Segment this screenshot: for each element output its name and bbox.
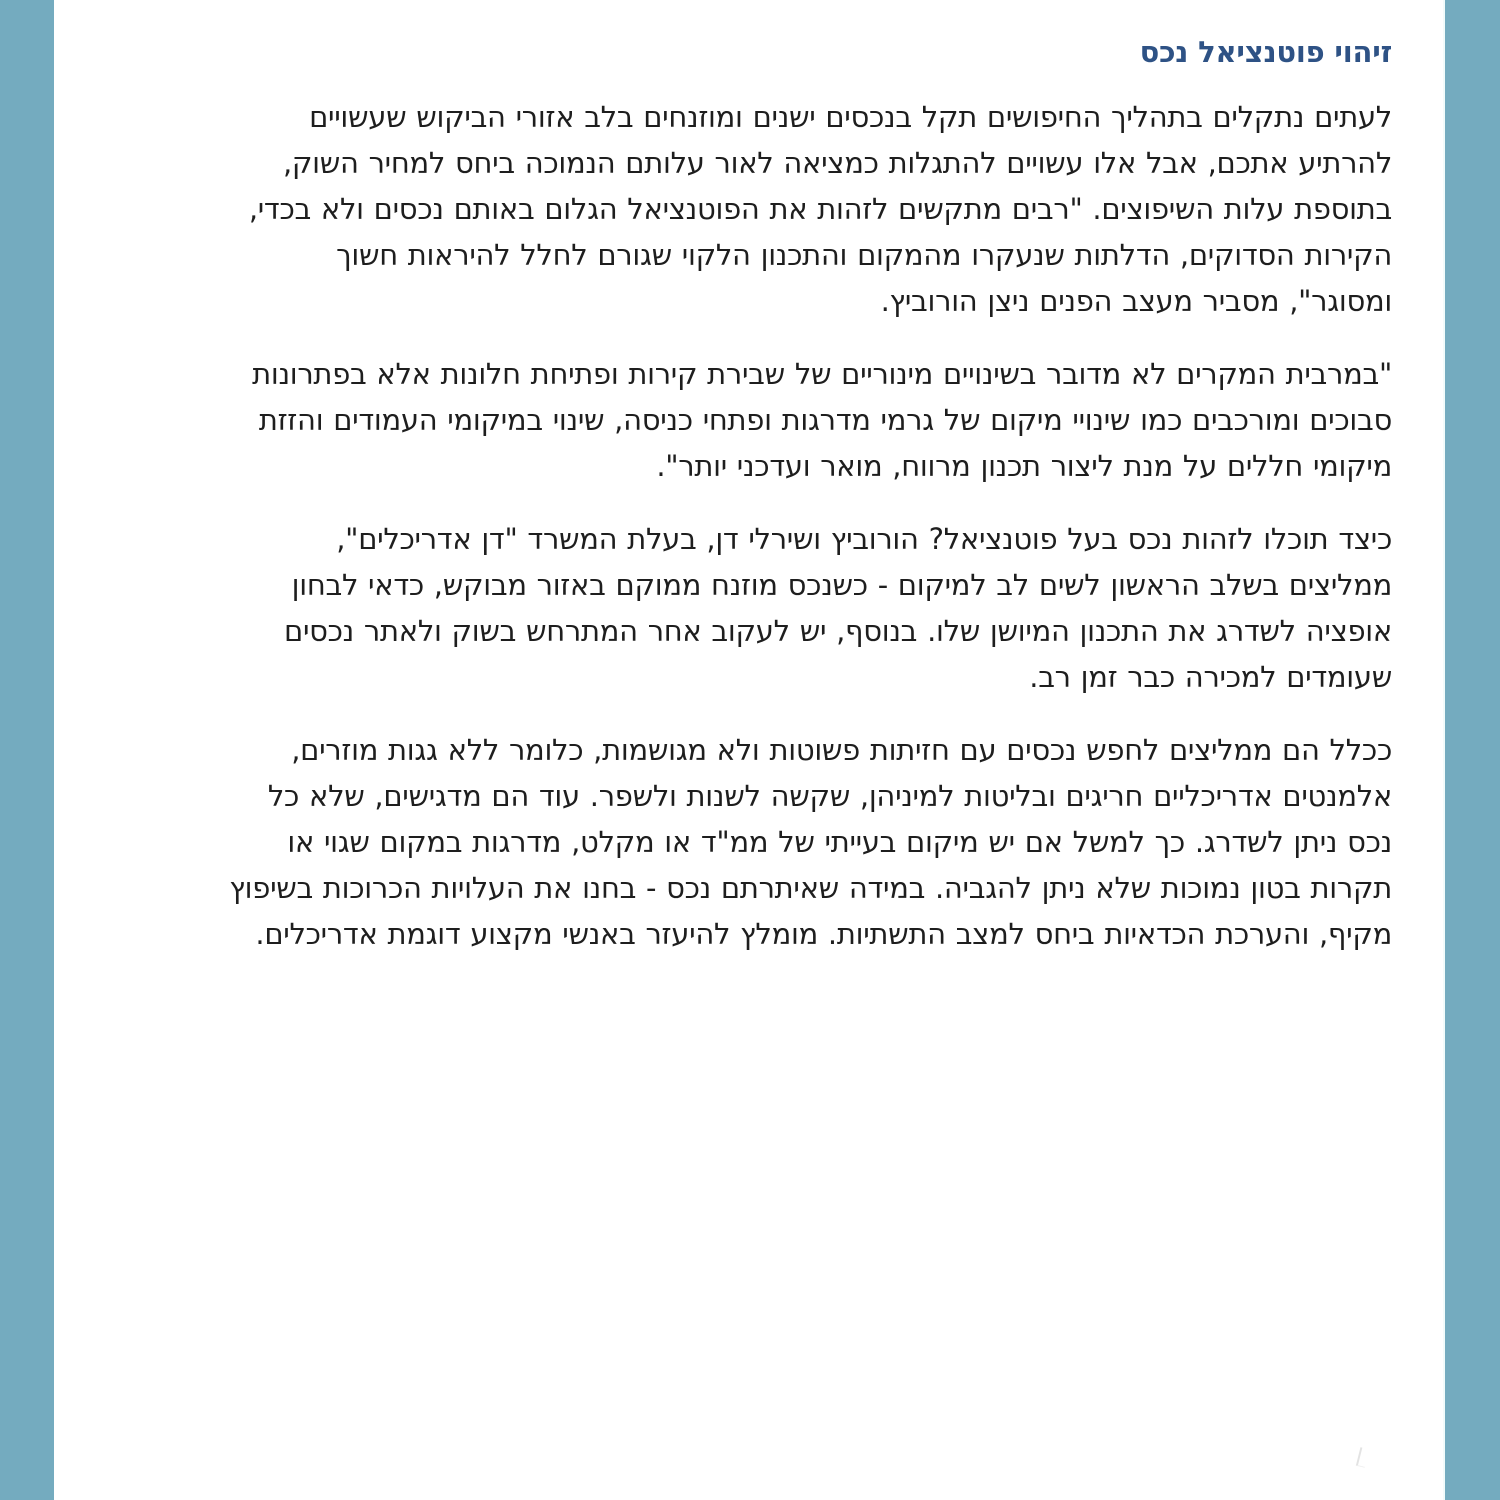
scan-artifact: [1356, 1447, 1369, 1468]
right-teal-border: [1443, 0, 1500, 1500]
paragraph: "במרבית המקרים לא מדובר בשינויים מינוריים של שבירת קירות ופתיחת חלונות אלא בפתרונות סבוכים ומורכבים כמו שינויי מיקום של גרמי מדרגות ופתחי כניסה, שינוי במיקומי העמודים והזזת מיקומי חללים על מנת ליצור תכנון מרווח, מואר ועדכני יותר".: [252, 357, 1392, 483]
article-heading: זיהוי פוטנציאל נכס: [1139, 35, 1392, 69]
article-body: [228, 34, 1392, 984]
left-teal-border: [0, 0, 54, 1500]
paragraph: ככלל הם ממליצים לחפש נכסים עם חזיתות פשוטות ולא מגושמות, כלומר ללא גגות מוזרים, אלמנטים אדריכליים חריגים ובליטות למיניהן, שקשה לשנות ולשפר. עוד הם מדגישים, שלא כל נכס ניתן לשדרג. כך למשל אם יש מיקום בעייתי של ממ"ד או מקלט, מדרגות במקום שגוי או תקרות בטון נמוכות שלא ניתן להגביה. במידה שאיתרתם נכס - בחנו את העלויות הכרוכות בשיפוץ מקיף, והערכת הכדאיות ביחס למצב התשתיות. מומלץ להיעזר באנשי מקצוע דוגמת אדריכלים.: [229, 733, 1392, 951]
paragraph: לעתים נתקלים בתהליך החיפושים תקל בנכסים ישנים ומוזנחים בלב אזורי הביקוש שעשויים להרתיע אתכם, אבל אלו עשויים להתגלות כמציאה לאור עלותם הנמוכה ביחס למחיר השוק, בתוספת עלות השיפוצים. "רבים מתקשים לזהות את הפוטנציאל הגלום באותם נכסים ולא בכדי, הקירות הסדוקים, הדלתות שנעקרו מהמקום והתכנון הלקוי שגורם לחלל להיראות חשוך ומסוגר", מסביר מעצב הפנים ניצן הורוביץ.: [248, 100, 1392, 318]
paragraph: כיצד תוכלו לזהות נכס בעל פוטנציאל? הורוביץ ושירלי דן, בעלת המשרד "דן אדריכלים", ממליצים בשלב הראשון לשים לב למיקום - כשנכס מוזנח ממוקם באזור מבוקש, כדאי לבחון אופציה לשדרג את התכנון המיושן שלו. בנוסף, יש לעקוב אחר המתרחש בשוק ולאתר נכסים שעומדים למכירה כבר זמן רב.: [284, 522, 1392, 694]
